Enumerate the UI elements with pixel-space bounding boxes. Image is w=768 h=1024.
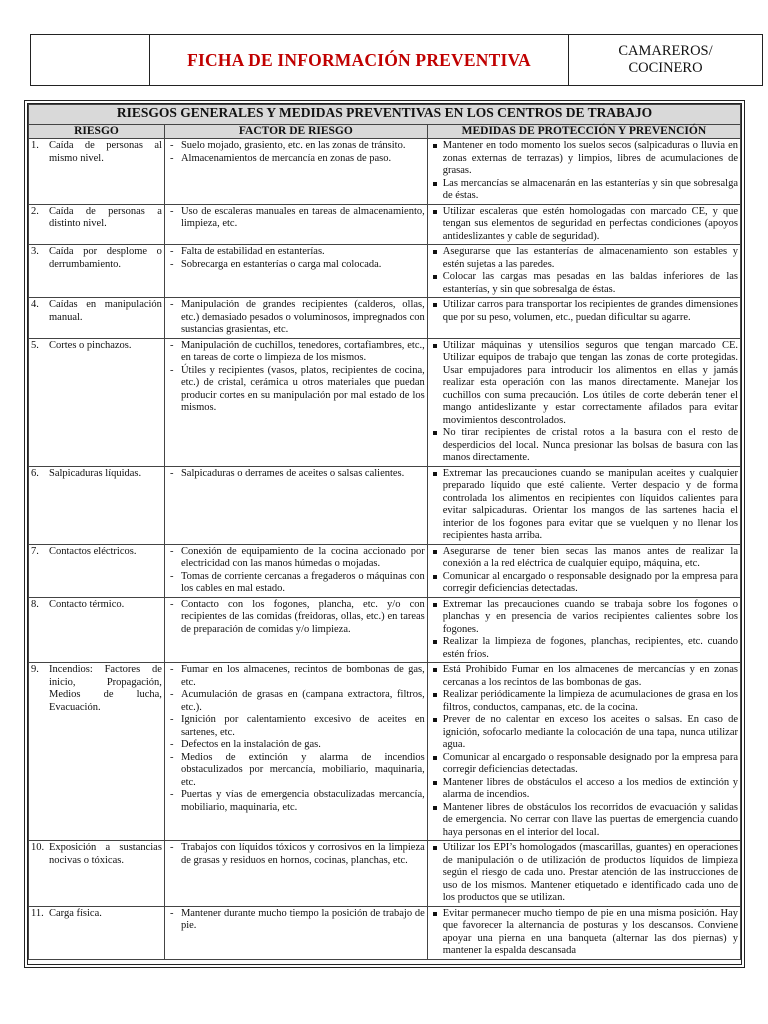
risk-number: 1. (31, 140, 39, 151)
risk-cell (29, 597, 165, 663)
risk-label (31, 246, 162, 271)
risk-label (31, 908, 162, 921)
table-row (29, 298, 741, 339)
risk-name: Caídas en manipulación manual. (49, 299, 162, 323)
table-row (29, 245, 741, 298)
risk-name: Caída de personas al mismo nivel. (49, 140, 162, 164)
measure-item: Asegurarse que las estanterías de almacenamiento son estables y estén sujetas a las paredes. (430, 246, 738, 271)
factor-item: - Acumulación de grasas en (campana extractora, filtros, etc.). (167, 689, 425, 714)
risk-name: Carga física. (49, 907, 102, 919)
measure-item: Está Prohibido Fumar en los almacenes de mercancías y en zonas cercanas a los recintos de las bombonas de gas. (430, 664, 738, 689)
table-row (29, 906, 741, 959)
table-body (29, 139, 741, 960)
risk-cell (29, 139, 165, 205)
factor-cell (164, 338, 427, 466)
factor-item: - Defectos en la instalación de gas. (167, 739, 425, 752)
risk-label (31, 206, 162, 231)
risk-number: 4. (31, 299, 39, 310)
measure-cell (427, 597, 740, 663)
risk-number: 3. (31, 246, 39, 257)
risk-name: Salpicaduras líquidas. (49, 467, 142, 479)
table-title: RIESGOS GENERALES Y MEDIDAS PREVENTIVAS EN LOS CENTROS DE TRABAJO (29, 105, 741, 125)
factor-cell (164, 245, 427, 298)
table-row (29, 338, 741, 466)
risk-name: Exposición a sustancias nocivas o tóxicas. (49, 842, 162, 866)
table-row (29, 544, 741, 597)
risk-table (28, 104, 741, 960)
measure-item: Utilizar carros para transportar los recipientes de grandes dimensiones que por su peso, volumen, etc., puedan dificultar su agarre. (430, 299, 738, 324)
factor-cell (164, 597, 427, 663)
risk-name: Cortes o pinchazos. (49, 339, 132, 351)
risk-name: Caída de personas a distinto nivel. (49, 205, 162, 229)
risk-cell (29, 204, 165, 245)
factor-item: - Falta de estabilidad en estanterías. (167, 246, 425, 259)
factor-item: - Suelo mojado, grasiento, etc. en las zonas de tránsito. (167, 140, 425, 153)
risk-cell (29, 906, 165, 959)
measure-item: Colocar las cargas mas pesadas en las baldas inferiores de las estanterías, y sin que sobresalga de éstas. (430, 271, 738, 296)
measure-cell (427, 544, 740, 597)
factor-cell (164, 204, 427, 245)
measure-item: Asegurarse de tener bien secas las manos antes de realizar la conexión a la red eléctrica de cualquier equipo, máquina, etc. (430, 546, 738, 571)
risk-number: 2. (31, 205, 39, 217)
risk-name: Contactos eléctricos. (49, 545, 137, 557)
measure-cell (427, 139, 740, 205)
column-header-medidas: MEDIDAS DE PROTECCIÓN Y PREVENCIÓN (427, 125, 740, 139)
table-row (29, 597, 741, 663)
measure-item: Mantener en todo momento los suelos secos (salpicaduras o lluvia en zonas externas de terrazas) y limpios, libres de acumulaciones de grasas. (430, 140, 738, 178)
risk-number: 6. (31, 467, 39, 479)
measure-item: Extremar las precauciones cuando se trabaja sobre los fogones o planchas y en presencia de varios recipientes calientes sobre los fogones. (430, 599, 738, 637)
risk-label (31, 299, 162, 324)
measure-item: Utilizar máquinas y utensilios seguros que tengan marcado CE. Utilizar equipos de trabajo que tengan las zonas de corte protegidas. Usar empujadores para introducir los alimentos en ellas y jamás realizar esta operación con las manos directamente. Manejar los cuchillos con suma precaución. Los útiles de corte deberán tener el mango antideslizante y estar correctamente afilados para evitar movimientos descontrolados. (430, 340, 738, 428)
risk-name: Caída por desplome o derrumbamiento. (49, 246, 162, 270)
measure-item: No tirar recipientes de cristal rotos a la basura con el resto de desperdicios del local. Nunca presionar las bolsas de basura con las manos directamente. (430, 427, 738, 465)
measure-cell (427, 466, 740, 544)
factor-item: - Medios de extinción y alarma de incendios obstaculizados por mercancía, mobiliario, maquinaria, etc. (167, 752, 425, 790)
risk-label (31, 468, 162, 481)
risk-cell (29, 298, 165, 339)
factor-cell (164, 841, 427, 907)
factor-item: - Contacto con los fogones, plancha, etc. y/o con recipientes de las comidas (freidoras, ollas, etc.) en tareas de preparación de comidas y/o limpieza. (167, 599, 425, 637)
factor-cell (164, 544, 427, 597)
factor-item: - Trabajos con líquidos tóxicos y corrosivos en la limpieza de grasas y residuos en hornos, cocinas, planchas, etc. (167, 842, 425, 867)
factor-item: - Ignición por calentamiento excesivo de aceites en sartenes, etc. (167, 714, 425, 739)
factor-item: - Sobrecarga en estanterías o carga mal colocada. (167, 259, 425, 272)
table-row (29, 663, 741, 841)
risk-label (31, 664, 162, 714)
factor-item: - Salpicaduras o derrames de aceites o salsas calientes. (167, 468, 425, 481)
table-row (29, 139, 741, 205)
measure-item: Prever de no calentar en exceso los aceites o salsas. En caso de ignición, sofocarlo mediante la colocación de una tapa, nunca utilizar agua. (430, 714, 738, 752)
risk-cell (29, 544, 165, 597)
factor-cell (164, 906, 427, 959)
factor-item: - Puertas y vías de emergencia obstaculizadas mercancía, mobiliario, maquinaria, etc. (167, 789, 425, 814)
risk-label (31, 340, 162, 353)
table-row (29, 466, 741, 544)
column-header-riesgo: RIESGO (29, 125, 165, 139)
measure-cell (427, 906, 740, 959)
measure-item: Mantener libres de obstáculos el acceso a los medios de extinción y alarma de incendios. (430, 777, 738, 802)
risk-cell (29, 841, 165, 907)
measure-cell (427, 245, 740, 298)
table-row (29, 841, 741, 907)
factor-cell (164, 663, 427, 841)
risk-cell (29, 338, 165, 466)
factor-item: - Fumar en los almacenes, recintos de bombonas de gas, etc. (167, 664, 425, 689)
risk-number: 11. (31, 907, 44, 919)
measure-item: Utilizar los EPI’s homologados (mascarillas, guantes) en operaciones de manipulación o de utilización de productos líquidos de limpieza según el riesgo de cada uno. Prestar atención de las instrucciones de uso de los mismos. Mantener etiquetado e identificado cada uno de los productos que se utilizan. (430, 842, 738, 905)
factor-item: - Almacenamientos de mercancía en zonas de paso. (167, 153, 425, 166)
factor-item: - Manipulación de cuchillos, tenedores, cortafiambres, etc., en tareas de corte o limpieza de los mismos. (167, 340, 425, 365)
table-row (29, 204, 741, 245)
factor-item: - Útiles y recipientes (vasos, platos, recipientes de cocina, etc.) de cristal, cerámica u otros materiales que puedan producir cortes en su manipulación por mal estado de los mismos. (167, 365, 425, 415)
risk-name: Incendios: Factores de inicio, Propagación, Medios de lucha, Evacuación. (49, 664, 162, 713)
risk-number: 9. (31, 664, 39, 675)
factor-item: - Tomas de corriente cercanas a fregaderos o máquinas con los cables en mal estado. (167, 571, 425, 596)
measure-item: Realizar periódicamente la limpieza de acumulaciones de grasa en los filtros, conductos, campanas, etc. de la cocina. (430, 689, 738, 714)
risk-cell (29, 663, 165, 841)
logo-area (31, 35, 150, 85)
factor-item: - Conexión de equipamiento de la cocina accionado por electricidad con las manos húmedas o mojadas. (167, 546, 425, 571)
risk-cell (29, 245, 165, 298)
measure-item: Utilizar escaleras que estén homologadas con marcado CE, y que tengan sus elementos de seguridad en perfectas condiciones (apoyos antideslizantes y cable de seguridad). (430, 206, 738, 244)
job-role (569, 35, 762, 85)
factor-item: - Mantener durante mucho tiempo la posición de trabajo de pie. (167, 908, 425, 933)
factor-cell (164, 139, 427, 205)
measure-item: Comunicar al encargado o responsable designado por la empresa para corregir deficiencias detectadas. (430, 752, 738, 777)
measure-item: Extremar las precauciones cuando se manipulan aceites y cualquier preparado líquido que esté caliente. Verter despacio y de forma controlada los alimentos en recipientes con líquidos calientes para evitar salpicaduras. Orientar los mangos de las sartenes hacia el interior de los fogones para evitar que se vuelquen y no llenar los recipientes hasta arriba. (430, 468, 738, 543)
risk-label (31, 599, 162, 612)
job-role-line-1: CAMAREROS/ (618, 43, 713, 59)
factor-cell (164, 298, 427, 339)
factor-item: - Uso de escaleras manuales en tareas de almacenamiento, limpieza, etc. (167, 206, 425, 231)
measure-item: Realizar la limpieza de fogones, planchas, recipientes, etc. cuando estén fríos. (430, 636, 738, 661)
risk-number: 8. (31, 598, 39, 610)
factor-item: - Manipulación de grandes recipientes (calderos, ollas, etc.) demasiado pesados o voluminosos, impregnados con sustancias grasientas, etc. (167, 299, 425, 337)
job-role-line-2: COCINERO (628, 60, 703, 76)
measure-cell (427, 663, 740, 841)
risk-number: 10. (31, 842, 45, 853)
risk-number: 5. (31, 339, 39, 351)
measure-cell (427, 298, 740, 339)
factor-cell (164, 466, 427, 544)
measure-item: Mantener libres de obstáculos los recorridos de evacuación y salidas de emergencia. No cerrar con llave las puertas de emergencia cuando haya personas en el interior del local. (430, 802, 738, 840)
risk-label (31, 140, 162, 165)
risk-label (31, 546, 162, 559)
column-header-factor: FACTOR DE RIESGO (164, 125, 427, 139)
risk-number: 7. (31, 545, 39, 557)
document-title: FICHA DE INFORMACIÓN PREVENTIVA (150, 35, 569, 85)
measure-item: Comunicar al encargado o responsable designado por la empresa para corregir deficiencias detectadas. (430, 571, 738, 596)
risk-cell (29, 466, 165, 544)
measure-cell (427, 338, 740, 466)
document-header (30, 34, 763, 86)
risk-label (31, 842, 162, 867)
measure-cell (427, 841, 740, 907)
measure-item: Evitar permanecer mucho tiempo de pie en una misma posición. Hay que favorecer la alternancia de posturas y los descansos. Conviene apoyar una pierna en una banqueta (alternar las dos piernas) y mantener la espalda descansada (430, 908, 738, 958)
measure-cell (427, 204, 740, 245)
risk-name: Contacto térmico. (49, 598, 125, 610)
measure-item: Las mercancías se almacenarán en las estanterías y sin que sobresalga de éstas. (430, 178, 738, 203)
